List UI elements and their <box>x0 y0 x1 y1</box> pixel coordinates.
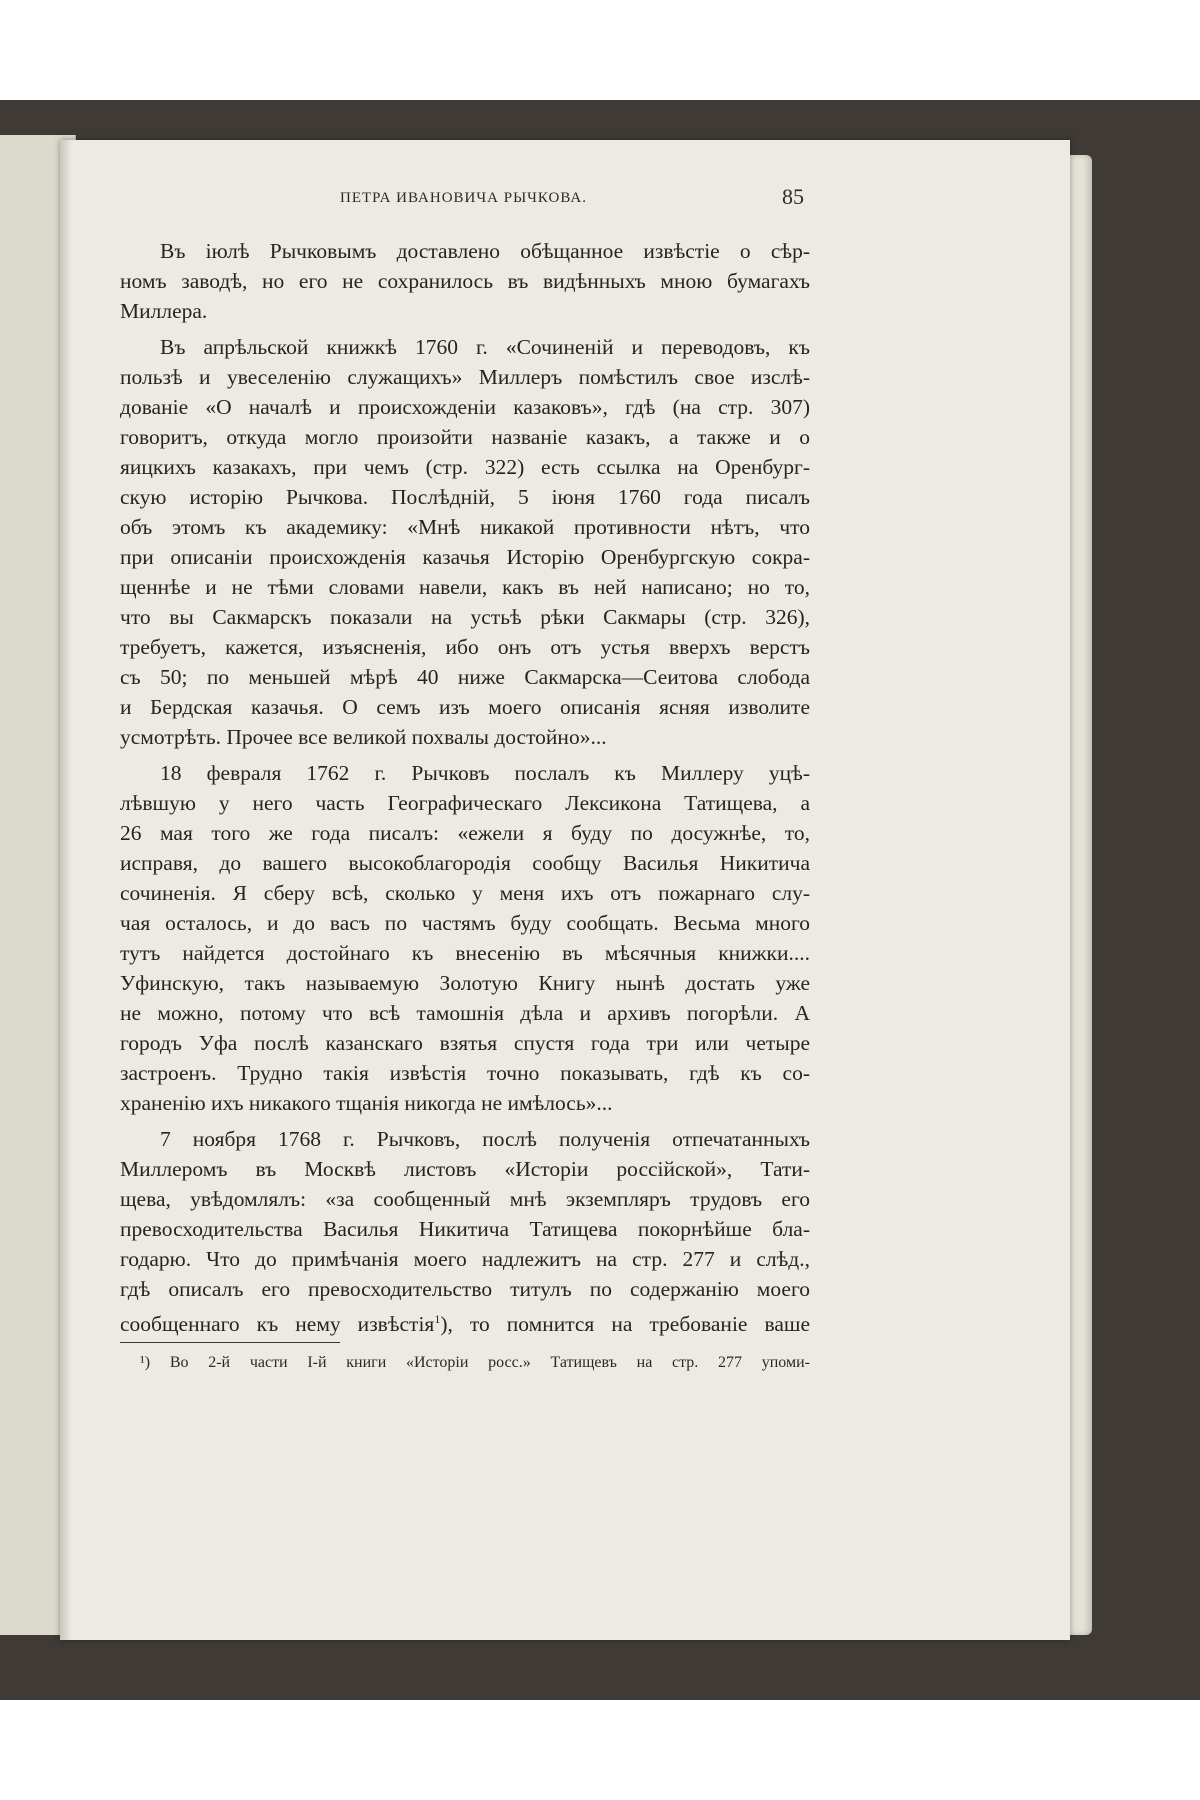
body-text <box>120 236 810 1339</box>
text-line: Миллера. <box>120 299 208 323</box>
running-title: ПЕТРА ИВАНОВИЧА РЫЧКОВА. <box>340 190 588 206</box>
text-line: превосходительства Василья Никитича Татищева покорнѣйше бла- <box>120 1217 810 1241</box>
footnote-marker: 1 <box>434 1312 441 1326</box>
text-line: пользѣ и увеселенію служащихъ» Миллеръ помѣстилъ свое изслѣ- <box>120 365 810 389</box>
text-line: исправя, до вашего высокоблагородія сообщу Василья Никитича <box>120 851 810 875</box>
text-line: съ 50; по меньшей мѣрѣ 40 ниже Сакмарска—Сеитова слобода <box>120 665 810 689</box>
text-line: яицкихъ казакахъ, при чемъ (стр. 322) есть ссылка на Оренбург- <box>120 455 810 479</box>
text-line: Миллеромъ въ Москвѣ листовъ «Исторіи россійской», Тати- <box>120 1157 810 1181</box>
text-line: что вы Сакмарскъ показали на устьѣ рѣки Сакмары (стр. 326), <box>120 605 810 629</box>
text-line: Уфинскую, такъ называемую Золотую Книгу нынѣ достать уже <box>120 971 810 995</box>
page-number: 85 <box>782 184 804 209</box>
text-line: щева, увѣдомлялъ: «за сообщенный мнѣ экземпляръ трудовъ его <box>120 1187 810 1211</box>
text-line: 26 мая того же года писалъ: «ежели я буду по досужнѣе, то, <box>120 821 810 845</box>
text-line: требуетъ, кажется, изъясненія, ибо онъ отъ устья вверхъ верстъ <box>120 635 810 659</box>
text-fragment: сообщеннаго къ нему извѣстія <box>120 1312 435 1337</box>
text-line: гдѣ описалъ его превосходительство титулъ по содержанію моего <box>120 1277 810 1301</box>
text-line: скую исторію Рычкова. Послѣдній, 5 іюня 1760 года писалъ <box>120 485 810 509</box>
text-line: дованіе «О началѣ и происхожденіи казаковъ», гдѣ (на стр. 307) <box>120 395 810 419</box>
text-line: 7 ноября 1768 г. Рычковъ, послѣ полученія отпечатанныхъ <box>160 1127 810 1151</box>
text-line-with-footnote <box>120 1304 810 1339</box>
text-line: при описаніи происхожденія казачья Исторію Оренбургскую сокра- <box>120 545 810 569</box>
text-line: храненію ихъ никакого тщанія никогда не имѣлось»... <box>120 1091 613 1115</box>
text-line: городъ Уфа послѣ казанскаго взятья спустя года три или четыре <box>120 1031 810 1055</box>
footnote-divider <box>120 1342 340 1343</box>
text-line: номъ заводѣ, но его не сохранилось въ видѣнныхъ мною бумагахъ <box>120 269 810 293</box>
text-line: чая осталось, и до васъ по частямъ буду сообщать. Весьма много <box>120 911 810 935</box>
text-line: лѣвшую у него часть Географическаго Лексикона Татищева, а <box>120 791 810 815</box>
text-line: объ этомъ къ академику: «Мнѣ никакой противности нѣтъ, что <box>120 515 810 539</box>
text-line: застроенъ. Трудно такія извѣстія точно показывать, гдѣ къ со- <box>120 1061 810 1085</box>
text-line: тутъ найдется достойнаго къ внесенію въ мѣсячныя книжки.... <box>120 941 810 965</box>
text-line: щеннѣе и не тѣми словами навели, какъ въ ней написано; но то, <box>120 575 810 599</box>
text-line: не можно, потому что всѣ тамошнія дѣла и архивъ погорѣли. А <box>120 1001 810 1025</box>
text-line: годарю. Что до примѣчанія моего надлежитъ на стр. 277 и слѣд., <box>120 1247 810 1271</box>
text-line: усмотрѣть. Прочее все великой похвалы достойно»... <box>120 725 607 749</box>
text-fragment: ), то помнится на требованіе ваше <box>440 1312 810 1337</box>
text-line: Въ апрѣльской книжкѣ 1760 г. «Сочиненій и переводовъ, къ <box>160 335 810 359</box>
footnote: ¹) Во 2-й части І-й книги «Исторіи росс.» Татищевъ на стр. 277 упоми- <box>140 1354 810 1371</box>
page-gutter-shadow <box>60 140 72 1640</box>
text-line: Въ іюлѣ Рычковымъ доставлено обѣщанное извѣстіе о сѣр- <box>160 239 810 263</box>
text-line: и Бердская казачья. О семъ изъ моего описанія ясняя изволите <box>120 695 810 719</box>
text-line: 18 февраля 1762 г. Рычковъ послалъ къ Миллеру уцѣ- <box>160 761 810 785</box>
text-line: говоритъ, откуда могло произойти названіе казакъ, а также и о <box>120 425 810 449</box>
text-line: сочиненія. Я сберу всѣ, сколько у меня ихъ отъ пожарнаго слу- <box>120 881 810 905</box>
